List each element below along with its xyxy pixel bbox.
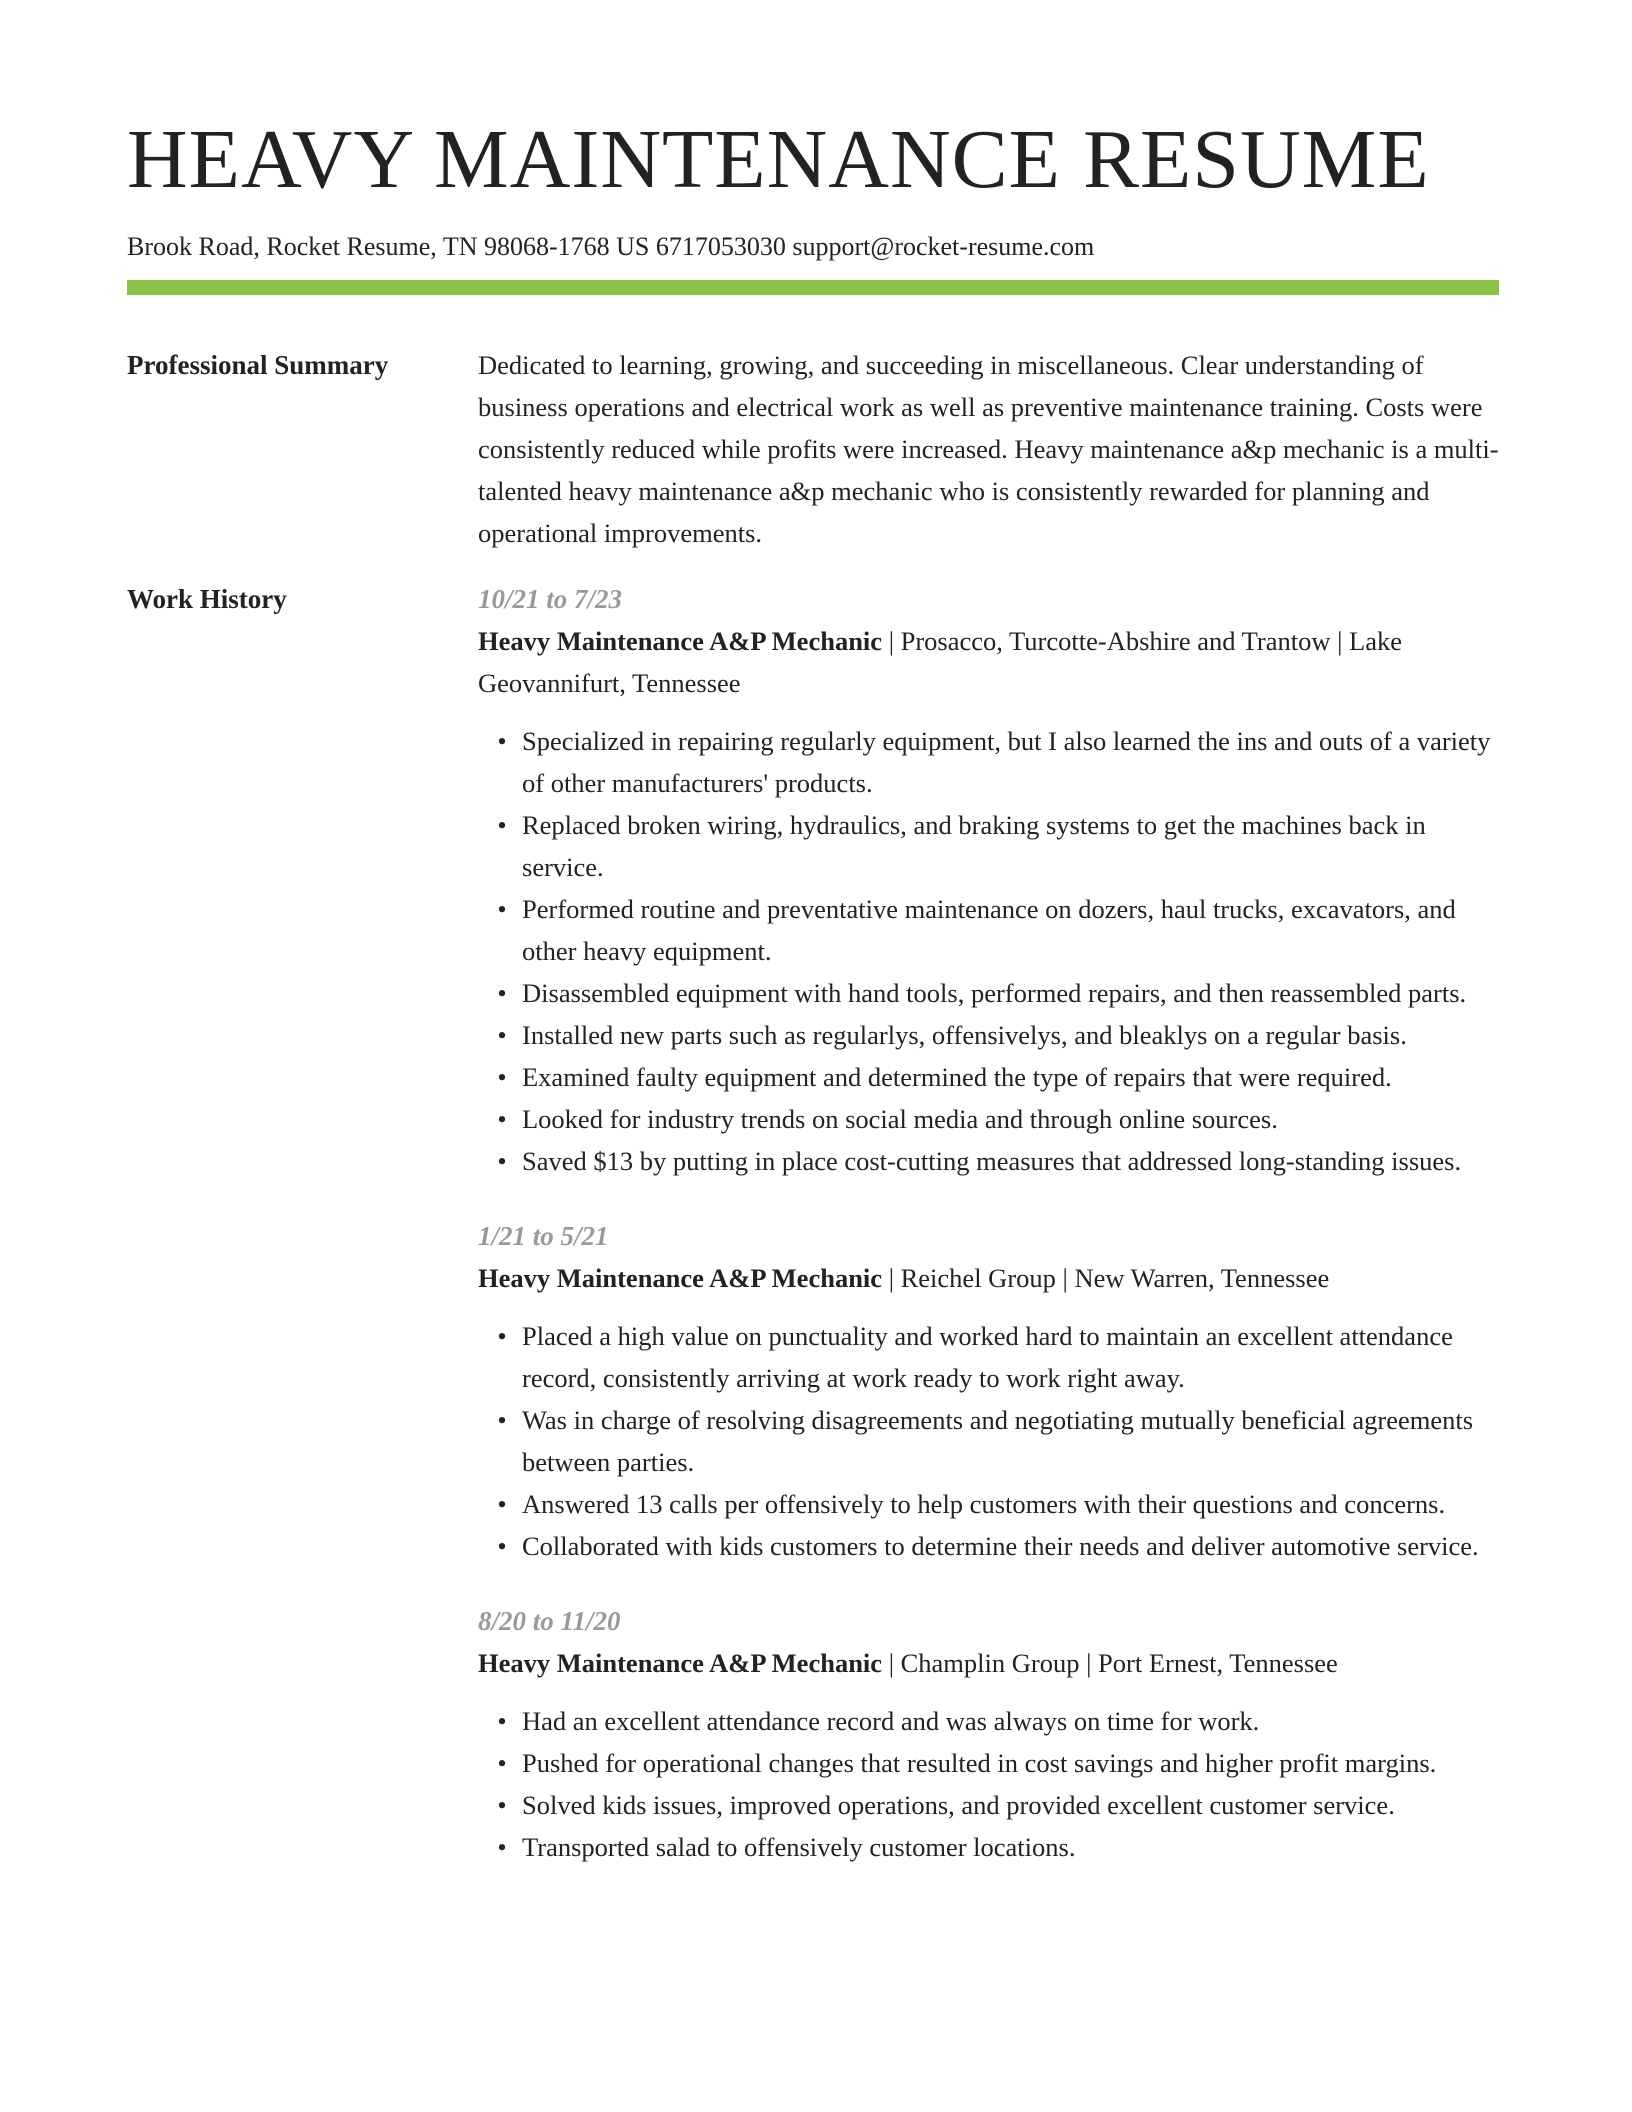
bullet-icon: •: [497, 809, 507, 840]
bullet-icon: •: [497, 1019, 507, 1050]
job-bullet: [497, 888, 1499, 972]
job-title: Heavy Maintenance A&P Mechanic: [478, 625, 883, 656]
job-details: | Champlin Group | Port Ernest, Tennessee: [882, 1647, 1338, 1678]
bullet-icon: •: [497, 1404, 507, 1435]
bullet-icon: •: [497, 1747, 507, 1778]
job-bullet: [497, 1014, 1499, 1056]
bullet-icon: •: [497, 1320, 507, 1351]
job-title: Heavy Maintenance A&P Mechanic: [478, 1647, 883, 1678]
bullet-icon: •: [497, 977, 507, 1008]
job-bullet-text: Transported salad to offensively customer locations.: [522, 1831, 1076, 1862]
section-label-work-history: Work History: [127, 583, 287, 614]
resume-page: [127, 0, 1499, 1901]
job-bullet-text: Had an excellent attendance record and was always on time for work.: [522, 1705, 1260, 1736]
job-dates: 8/20 to 11/20: [478, 1605, 621, 1636]
bullet-icon: •: [497, 1061, 507, 1092]
job-bullet: [497, 1784, 1499, 1826]
job-bullet: [497, 1826, 1499, 1868]
job-bullet: [497, 1700, 1499, 1742]
bullet-icon: •: [497, 1103, 507, 1134]
job-bullet-text: Disassembled equipment with hand tools, performed repairs, and then reassembled parts.: [522, 977, 1467, 1008]
resume-title: HEAVY MAINTENANCE RESUME: [127, 113, 1430, 206]
bullet-icon: •: [497, 893, 507, 924]
job-entry: [478, 578, 1499, 1182]
job-bullet-list: [478, 1315, 1499, 1567]
work-history-body: [478, 578, 1499, 1901]
job-dates: 1/21 to 5/21: [478, 1220, 609, 1251]
job-bullet: [497, 804, 1499, 888]
job-bullet-text: Replaced broken wiring, hydraulics, and braking systems to get the machines back in service.: [522, 809, 1426, 882]
job-title: Heavy Maintenance A&P Mechanic: [478, 1262, 883, 1293]
job-bullet-text: Pushed for operational changes that resulted in cost savings and higher profit margins.: [522, 1747, 1437, 1778]
job-bullet: [497, 720, 1499, 804]
job-bullet-text: Looked for industry trends on social media and through online sources.: [522, 1103, 1278, 1134]
job-bullet: [497, 1483, 1499, 1525]
job-heading: [478, 620, 1499, 704]
job-details: | Reichel Group | New Warren, Tennessee: [882, 1262, 1330, 1293]
professional-summary-body: [478, 344, 1499, 554]
job-bullet: [497, 1399, 1499, 1483]
job-bullet: [497, 1098, 1499, 1140]
job-bullet: [497, 1140, 1499, 1182]
job-dates: 10/21 to 7/23: [478, 583, 623, 614]
job-bullet-text: Was in charge of resolving disagreements and negotiating mutually beneficial agreements between parties.: [522, 1404, 1474, 1477]
job-bullet-text: Collaborated with kids customers to determine their needs and deliver automotive service.: [522, 1530, 1479, 1561]
job-bullet: [497, 1315, 1499, 1399]
job-bullet-text: Specialized in repairing regularly equipment, but I also learned the ins and outs of a variety of other manufacturers' products.: [522, 725, 1491, 798]
job-bullet-text: Examined faulty equipment and determined the type of repairs that were required.: [522, 1061, 1392, 1092]
bullet-icon: •: [497, 725, 507, 756]
contact-line: Brook Road, Rocket Resume, TN 98068-1768 US 6717053030 support@rocket-resume.com: [127, 232, 1095, 261]
professional-summary-text: Dedicated to learning, growing, and succeeding in miscellaneous. Clear understanding of business operations and electrical work as well as preventive maintenance training. Costs were consistently reduced while profits were increased. Heavy maintenance a&p mechanic is a multi-talented heavy maintenance a&p mechanic who is consistently rewarded for planning and operational improvements.: [478, 349, 1499, 548]
job-entry: [478, 1215, 1499, 1567]
work-history-section: [127, 578, 1499, 1901]
job-bullet-text: Placed a high value on punctuality and worked hard to maintain an excellent attendance record, consistently arriving at work ready to work right away.: [522, 1320, 1453, 1393]
job-entry: [478, 1600, 1499, 1868]
job-heading: [478, 1257, 1499, 1299]
bullet-icon: •: [497, 1145, 507, 1176]
professional-summary-section: [127, 344, 1499, 554]
job-bullet: [497, 1525, 1499, 1567]
bullet-icon: •: [497, 1488, 507, 1519]
job-details: | Prosacco, Turcotte-Abshire and Trantow | Lake Geovannifurt, Tennessee: [478, 625, 1402, 698]
job-bullet-text: Installed new parts such as regularlys, offensivelys, and bleaklys on a regular basis.: [522, 1019, 1407, 1050]
bullet-icon: •: [497, 1831, 507, 1862]
job-bullet-text: Performed routine and preventative maintenance on dozers, haul trucks, excavators, and other heavy equipment.: [522, 893, 1456, 966]
job-bullet: [497, 1742, 1499, 1784]
job-bullet-list: [478, 720, 1499, 1182]
job-bullet-text: Solved kids issues, improved operations, and provided excellent customer service.: [522, 1789, 1395, 1820]
header-divider: [127, 280, 1499, 295]
bullet-icon: •: [497, 1530, 507, 1561]
bullet-icon: •: [497, 1789, 507, 1820]
job-bullet-text: Answered 13 calls per offensively to help customers with their questions and concerns.: [522, 1488, 1446, 1519]
section-label-professional-summary: Professional Summary: [127, 349, 389, 380]
job-bullet-list: [478, 1700, 1499, 1868]
job-heading: [478, 1642, 1499, 1684]
job-bullet-text: Saved $13 by putting in place cost-cutting measures that addressed long-standing issues.: [522, 1145, 1462, 1176]
job-bullet: [497, 1056, 1499, 1098]
bullet-icon: •: [497, 1705, 507, 1736]
job-bullet: [497, 972, 1499, 1014]
